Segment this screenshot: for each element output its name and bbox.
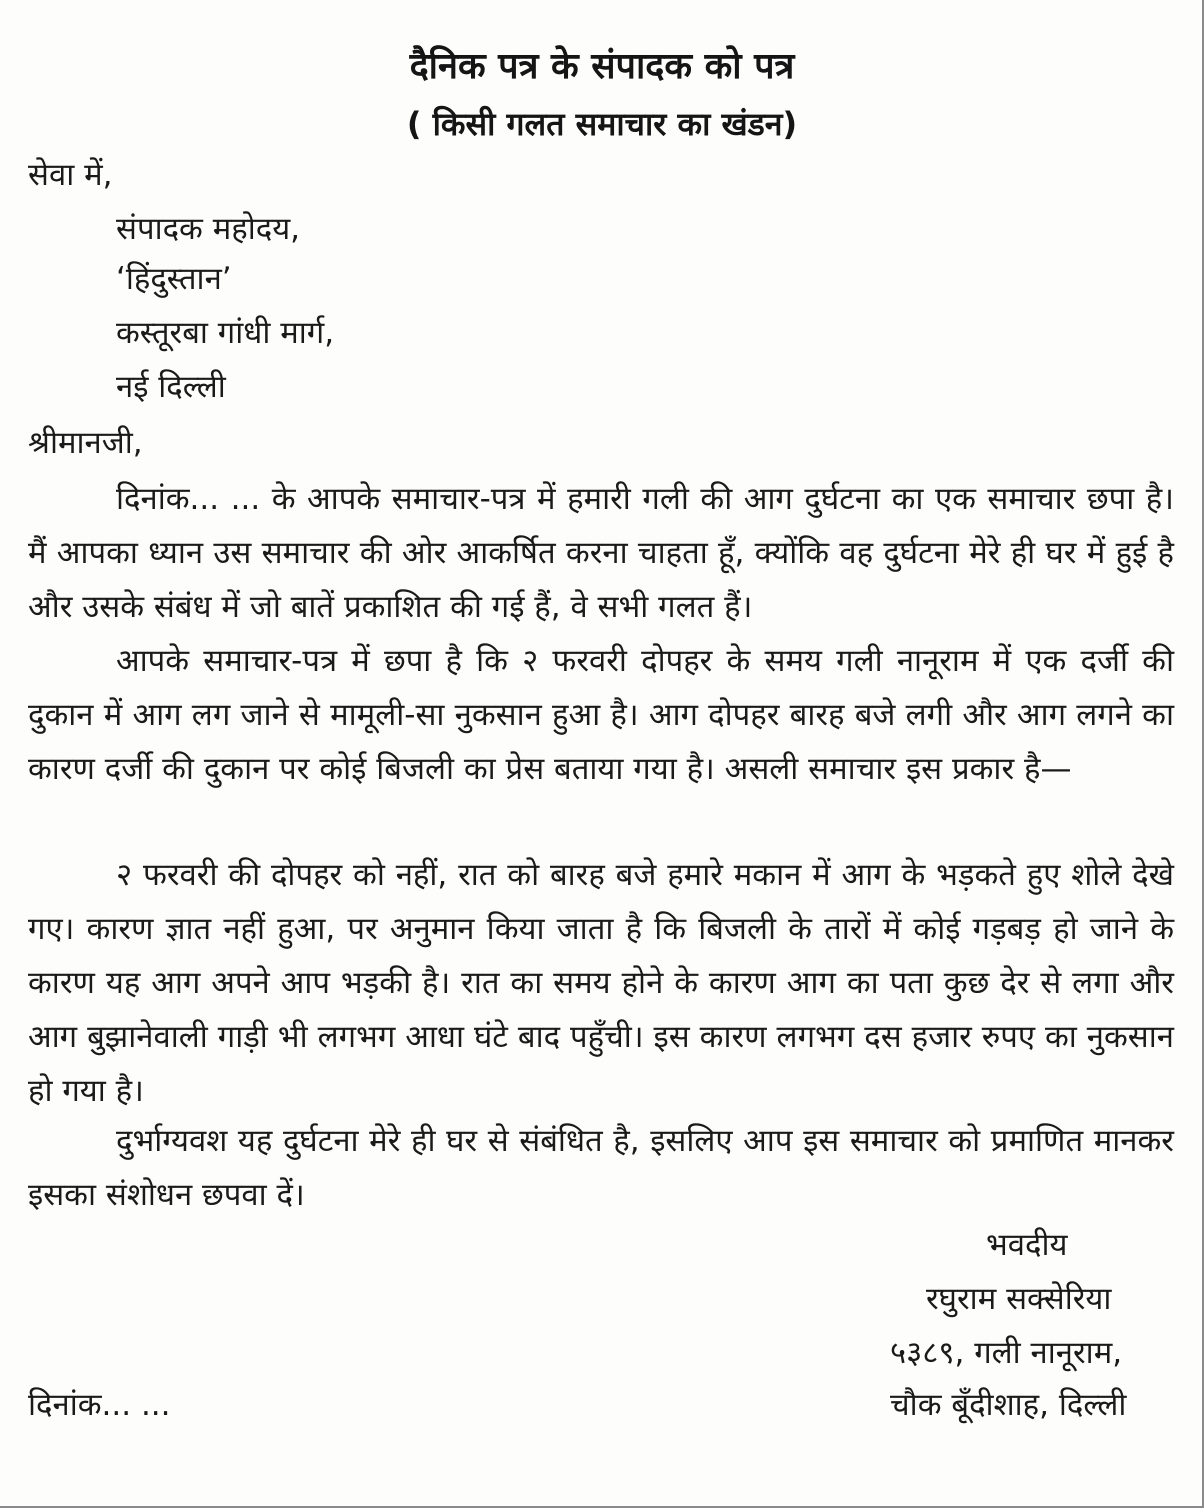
recipient-line-4: नई दिल्ली [116, 369, 226, 405]
recipient-line-1: संपादक महोदय, [116, 211, 301, 247]
letter-title: दैनिक पत्र के संपादक को पत्र [409, 46, 795, 87]
body-paragraph-1: दिनांक... ... के आपके समाचार-पत्र में हमारी गली की आग दुर्घटना का एक समाचार छपा है। मैं आपका ध्यान उस समाचार की ओर आकर्षित करना चाहता हूँ, क्योंकि वह दुर्घटना मेरे ही घर में हुई है और उसके संबंध में जो बातें प्रकाशित की गई हैं, वे सभी गलत हैं। [28, 481, 1174, 625]
signature-closing: भवदीय [986, 1227, 1068, 1263]
signature-address-line-1: ५३८९, गली नानूराम, [890, 1335, 1123, 1371]
greeting: श्रीमानजी, [28, 425, 143, 461]
recipient-line-3: कस्तूरबा गांधी मार्ग, [116, 315, 335, 351]
signature-address-line-2: चौक बूँदीशाह, दिल्ली [890, 1387, 1127, 1423]
recipient-to: सेवा में, [28, 157, 113, 193]
body-paragraph-3: २ फरवरी की दोपहर को नहीं, रात को बारह बजे हमारे मकान में आग के भड़कते हुए शोले देखे गए। कारण ज्ञात नहीं हुआ, पर अनुमान किया जाता है कि बिजली के तारों में कोई गड़बड़ हो जाने के कारण यह आग अपने आप भड़की है। रात का समय होने के कारण आग का पता कुछ देर से लगा और आग बुझानेवाली गाड़ी भी लगभग आधा घंटे बाद पहुँची। इस कारण लगभग दस हजार रुपए का नुकसान हो गया है। [28, 857, 1174, 1109]
body-paragraph-2: आपके समाचार-पत्र में छपा है कि २ फरवरी दोपहर के समय गली नानूराम में एक दर्जी की दुकान में आग लग जाने से मामूली-सा नुकसान हुआ है। आग दोपहर बारह बजे लगी और आग लगने का कारण दर्जी की दुकान पर कोई बिजली का प्रेस बताया गया है। असली समाचार इस प्रकार है— [28, 643, 1174, 787]
signature-name: रघुराम सक्सेरिया [926, 1281, 1112, 1317]
letter-date: दिनांक... ... [28, 1387, 171, 1423]
body-paragraph-4: दुर्भाग्यवश यह दुर्घटना मेरे ही घर से संबंधित है, इसलिए आप इस समाचार को प्रमाणित मानकर इसका संशोधन छपवा दें। [28, 1123, 1174, 1213]
letter-subtitle: ( किसी गलत समाचार का खंडन) [406, 105, 798, 143]
recipient-line-2: ‘हिंदुस्तान’ [116, 261, 232, 297]
